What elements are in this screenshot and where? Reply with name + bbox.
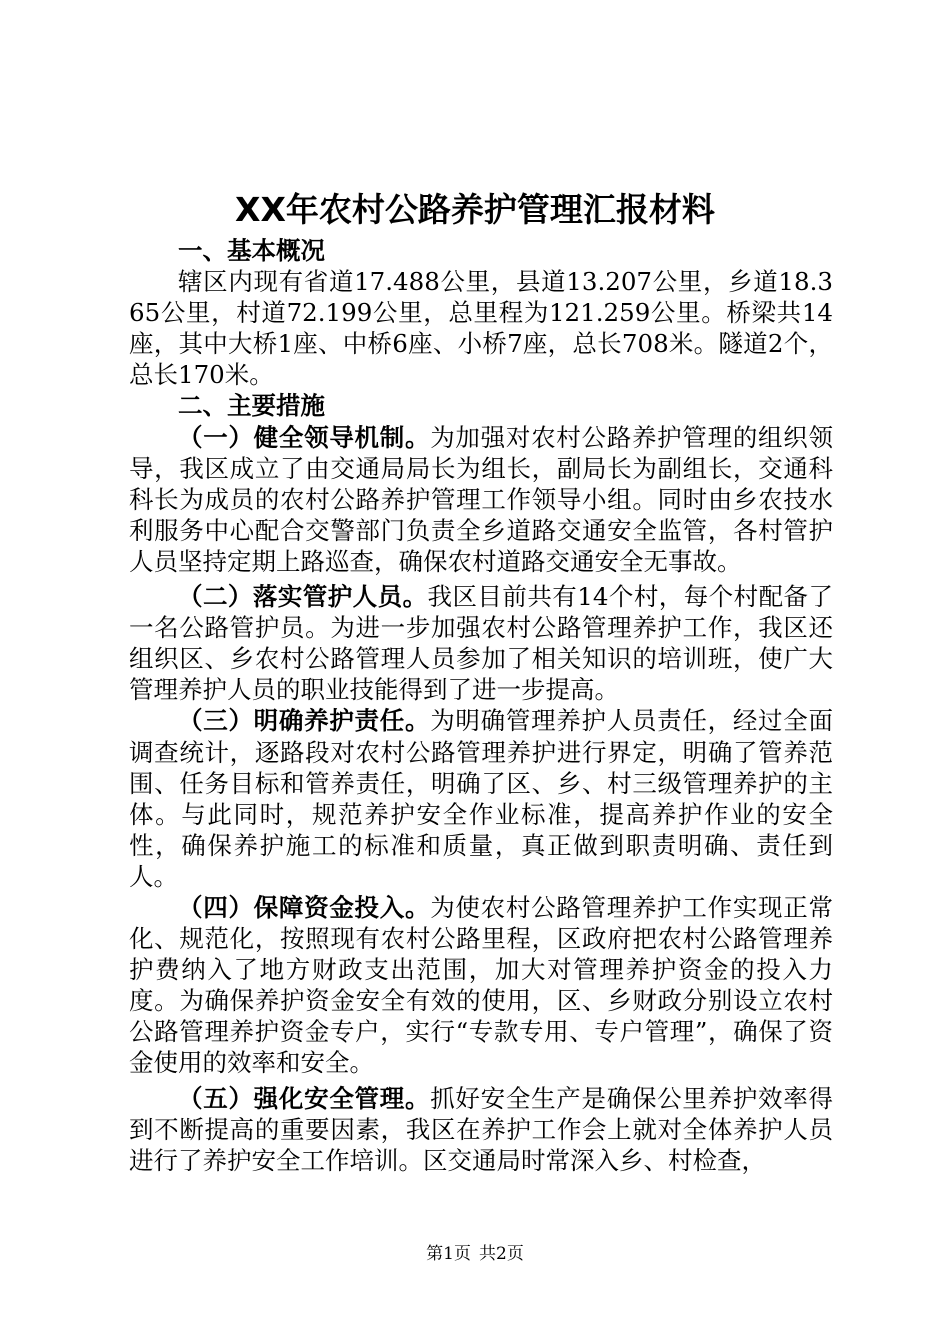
document-title: XX年农村公路养护管理汇报材料	[235, 190, 715, 229]
measure-text: 抓好安全生产是确保公里养护效率得到不断提高的重要因素，我区在养护工作会上就对全体养护人员进行了养护安全工作培训。区交通局时常深入乡、村检查，	[129, 1083, 834, 1175]
measure-text: 为明确管理养护人员责任，经过全面调查统计，逐路段对农村公路管理养护进行界定，明确了管养范围、任务目标和管养责任，明确了区、乡、村三级管理养护的主体。与此同时，规范养护安全作业标准，提高养护作业的安全性，确保养护施工的标准和质量，真正做到职责明确、责任到人。	[129, 706, 834, 891]
section-heading-measures: 二、主要措施	[178, 391, 325, 421]
measure-text: 为加强对农村公路养护管理的组织领导，我区成立了由交通局局长为组长，副局长为副组长，交通科科长为成员的农村公路养护管理工作领导小组。同时由乡农技水利服务中心配合交警部门负责全乡道路交通安全监管，各村管护人员坚持定期上路巡查，确保农村道路交通安全无事故。	[129, 422, 834, 576]
measure-text: 我区目前共有14个村，每个村配备了一名公路管护员。为进一步加强农村公路管理养护工作，我区还组织区、乡农村公路管理人员参加了相关知识的培训班，使广大管理养护人员的职业技能得到了进一步提高。	[129, 582, 833, 705]
measure-paragraph	[129, 892, 833, 1079]
measure-title: （二）落实管护人员。	[178, 582, 428, 612]
page-number: 第1页	[426, 1244, 471, 1264]
measure-paragraph	[129, 1083, 833, 1176]
page-footer	[0, 1242, 950, 1266]
measure-text: 为使农村公路管理养护工作实现正常化、规范化，按照现有农村公路里程，区政府把农村公路管理养护费纳入了地方财政支出范围，加大对管理养护资金的投入力度。为确保养护资金安全有效的使用，区、乡财政分别设立农村公路管理养护资金专户，实行“专款专用、专户管理”，确保了资金使用的效率和安全。	[129, 892, 834, 1078]
section-heading-overview: 一、基本概况	[178, 236, 325, 265]
measure-title: （五）强化安全管理。	[178, 1083, 431, 1113]
measure-title: （三）明确养护责任。	[178, 706, 431, 736]
document-body	[129, 235, 833, 1176]
measure-paragraph	[129, 705, 833, 892]
measure-title: （四）保障资金投入。	[178, 892, 431, 922]
page-total: 共2页	[479, 1244, 524, 1264]
paragraph-overview: 辖区内现有省道17.488公里，县道13.207公里，乡道18.365公里，村道72.199公里，总里程为121.259公里。桥梁共14座，其中大桥1座、中桥6座、小桥7座，总长708米。隧道2个，总长170米。	[129, 267, 833, 390]
measure-paragraph	[129, 581, 833, 705]
measure-paragraph	[129, 422, 833, 577]
measure-title: （一）健全领导机制。	[178, 422, 431, 452]
